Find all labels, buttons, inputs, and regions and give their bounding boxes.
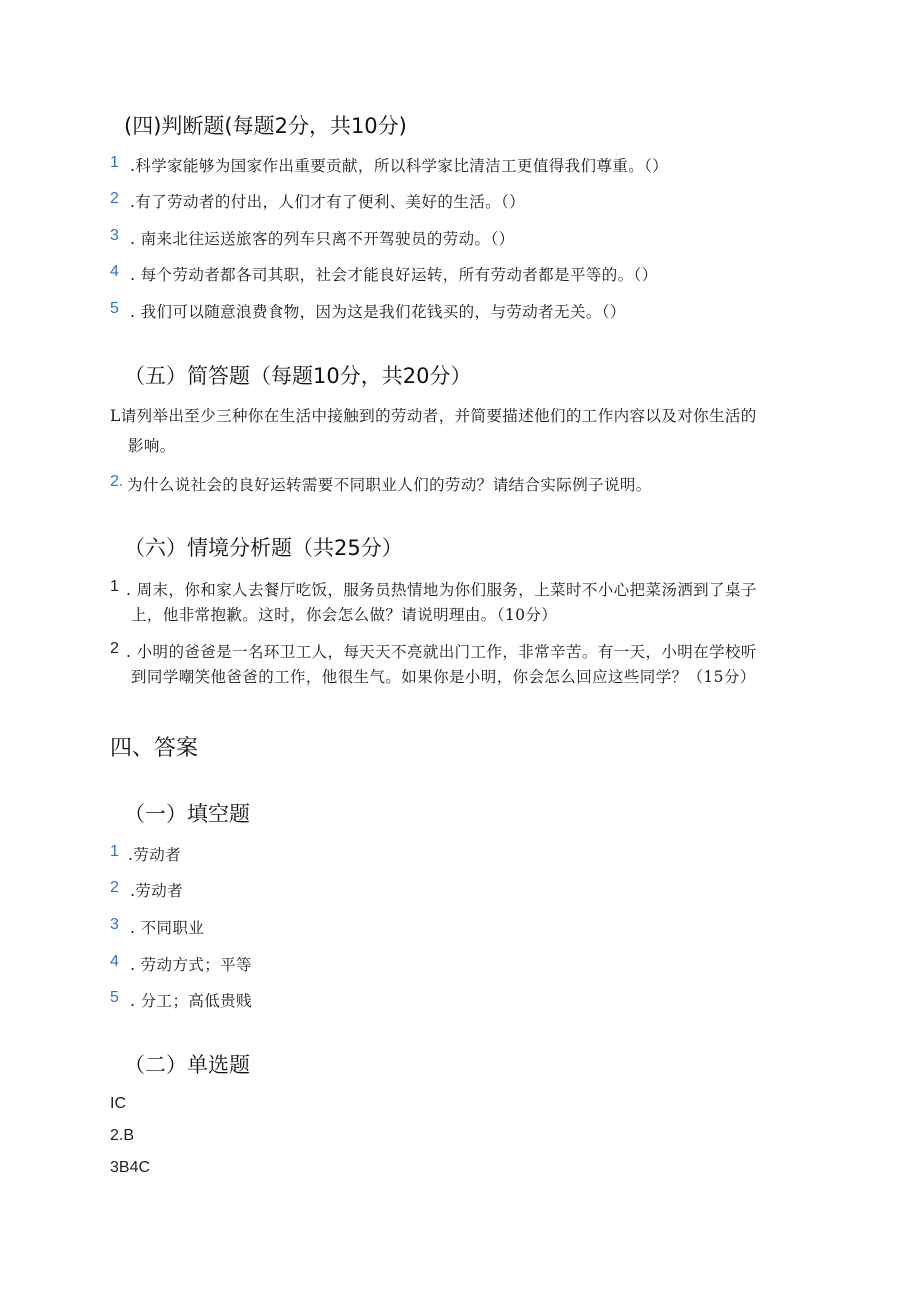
answers-heading: 四、答案 bbox=[110, 736, 199, 761]
list-item-number: 1 bbox=[110, 154, 119, 171]
section-heading-judgment: (四)判断题(每题2分，共10分) bbox=[124, 114, 407, 138]
scenario-q1-number: 1 bbox=[110, 578, 119, 595]
list-item-text: . 每个劳动者都各司其职，社会才能良好运转，所有劳动者都是平等的。（） bbox=[130, 266, 658, 284]
short-answer-q1-line1: L请列举出至少三种你在生活中接触到的劳动者，并简要描述他们的工作内容以及对你生活的 bbox=[110, 407, 757, 425]
list-item-text: .劳动者 bbox=[128, 846, 182, 864]
list-item-number: 4 bbox=[110, 263, 119, 280]
list-item-text: .科学家能够为国家作出重要贡献，所以科学家比清洁工更值得我们尊重。（） bbox=[130, 157, 669, 175]
scenario-q2-line1: . 小明的爸爸是一名环卫工人，每天天不亮就出门工作，非常辛苦。有一天，小明在学校听 bbox=[126, 643, 757, 661]
list-item-text: . 不同职业 bbox=[130, 919, 205, 937]
list-item-number: 4 bbox=[110, 953, 119, 970]
list-item-text: . 分工；高低贵贱 bbox=[130, 992, 252, 1010]
list-item-number: 2 bbox=[110, 190, 119, 207]
list-item-text: .有了劳动者的付出，人们才有了便利、美好的生活。（） bbox=[130, 193, 526, 211]
scenario-q2-line2: 到同学嘲笑他爸爸的工作，他很生气。如果你是小明，你会怎么回应这些同学？（15分） bbox=[131, 668, 756, 686]
choice-answer-line: 2.B bbox=[110, 1127, 135, 1144]
scenario-q1-line1: . 周末，你和家人去餐厅吃饭，服务员热情地为你们服务，上菜时不小心把菜汤洒到了桌子 bbox=[126, 581, 757, 599]
scenario-q2-number: 2 bbox=[110, 640, 119, 657]
short-answer-q2-text: 为什么说社会的良好运转需要不同职业人们的劳动？请结合实际例子说明。 bbox=[127, 476, 652, 494]
list-item-text: . 南来北往运送旅客的列车只离不开驾驶员的劳动。（） bbox=[130, 230, 515, 248]
list-item-number: 2 bbox=[110, 879, 119, 896]
list-item-number: 5 bbox=[110, 300, 119, 317]
choice-answer-line: 3B4C bbox=[110, 1159, 151, 1176]
list-item-number: 1 bbox=[110, 843, 119, 860]
list-item-text: . 劳动方式；平等 bbox=[130, 956, 252, 974]
list-item-text: . 我们可以随意浪费食物，因为这是我们花钱买的，与劳动者无关。（） bbox=[130, 303, 626, 321]
section-heading-short-answer: （五）简答题（每题10分，共20分） bbox=[124, 364, 472, 388]
choice-answer-line: IC bbox=[110, 1095, 126, 1112]
section-heading-scenario: （六）情境分析题（共25分） bbox=[124, 536, 403, 560]
list-item-number: 3 bbox=[110, 227, 119, 244]
short-answer-q2-number: 2. bbox=[110, 473, 124, 490]
list-item-number: 5 bbox=[110, 989, 119, 1006]
answers-fill-heading: （一）填空题 bbox=[124, 802, 250, 826]
scenario-q1-line2: 上，他非常抱歉。这时，你会怎么做？请说明理由。（10分） bbox=[131, 606, 558, 624]
answers-choice-heading: （二）单选题 bbox=[124, 1053, 250, 1077]
short-answer-q1-line2: 影响。 bbox=[128, 437, 176, 455]
list-item-number: 3 bbox=[110, 916, 119, 933]
list-item-text: .劳动者 bbox=[130, 882, 184, 900]
